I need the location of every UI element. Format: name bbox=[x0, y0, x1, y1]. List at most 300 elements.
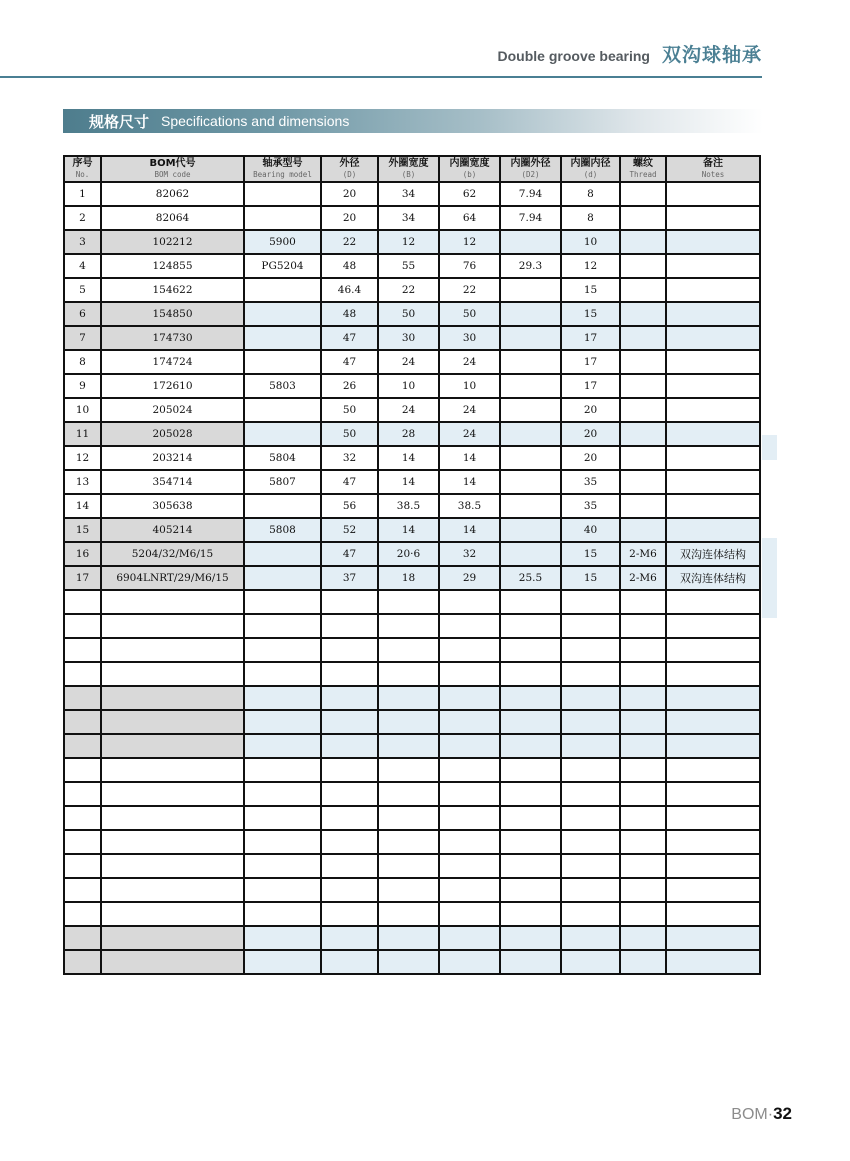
table-row bbox=[64, 590, 760, 614]
table-row bbox=[64, 254, 760, 278]
cell-outer-diameter bbox=[321, 758, 378, 782]
cell-outer-diameter bbox=[321, 686, 378, 710]
cell-notes bbox=[666, 302, 760, 326]
cell-no bbox=[64, 950, 101, 974]
cell-bearing-model: 5900 bbox=[244, 230, 321, 254]
cell-notes: 双沟连体结构 bbox=[666, 542, 760, 566]
shade-extension bbox=[762, 435, 777, 460]
table-row bbox=[64, 710, 760, 734]
cell-notes bbox=[666, 494, 760, 518]
cell-outer-diameter: 48 bbox=[321, 254, 378, 278]
cell-outer-ring-width: 18 bbox=[378, 566, 439, 590]
cell-thread bbox=[620, 950, 666, 974]
cell-thread: 2-M6 bbox=[620, 566, 666, 590]
cell-bom-code bbox=[101, 782, 244, 806]
cell-inner-diameter bbox=[561, 710, 620, 734]
column-header-en: (D) bbox=[342, 170, 357, 179]
cell-bom-code bbox=[101, 926, 244, 950]
cell-inner-ring-width bbox=[439, 734, 500, 758]
cell-bom-code: 305638 bbox=[101, 494, 244, 518]
cell-inner-ring-outer-diameter bbox=[500, 542, 561, 566]
cell-inner-diameter: 15 bbox=[561, 542, 620, 566]
column-header bbox=[666, 156, 760, 182]
section-heading-bar bbox=[63, 109, 763, 133]
cell-inner-ring-outer-diameter bbox=[500, 326, 561, 350]
cell-bearing-model bbox=[244, 542, 321, 566]
specifications-table bbox=[63, 155, 761, 975]
cell-inner-diameter bbox=[561, 806, 620, 830]
footer-label: BOM bbox=[731, 1106, 768, 1123]
cell-outer-ring-width bbox=[378, 926, 439, 950]
cell-notes bbox=[666, 254, 760, 278]
cell-inner-ring-outer-diameter bbox=[500, 374, 561, 398]
cell-inner-ring-width: 29 bbox=[439, 566, 500, 590]
cell-outer-diameter bbox=[321, 662, 378, 686]
cell-notes bbox=[666, 902, 760, 926]
cell-notes bbox=[666, 590, 760, 614]
cell-bearing-model: 5807 bbox=[244, 470, 321, 494]
table-row bbox=[64, 806, 760, 830]
cell-inner-ring-width: 12 bbox=[439, 230, 500, 254]
cell-inner-ring-width bbox=[439, 854, 500, 878]
cell-notes bbox=[666, 806, 760, 830]
cell-bom-code: 205028 bbox=[101, 422, 244, 446]
cell-outer-ring-width bbox=[378, 806, 439, 830]
cell-thread bbox=[620, 494, 666, 518]
cell-outer-ring-width bbox=[378, 686, 439, 710]
cell-thread bbox=[620, 854, 666, 878]
cell-thread bbox=[620, 830, 666, 854]
cell-outer-ring-width bbox=[378, 614, 439, 638]
table-header-row bbox=[64, 156, 760, 182]
cell-outer-diameter: 20 bbox=[321, 182, 378, 206]
cell-no: 10 bbox=[64, 398, 101, 422]
cell-thread bbox=[620, 878, 666, 902]
cell-no bbox=[64, 614, 101, 638]
cell-no: 8 bbox=[64, 350, 101, 374]
cell-bom-code bbox=[101, 638, 244, 662]
cell-inner-ring-outer-diameter bbox=[500, 230, 561, 254]
cell-outer-ring-width bbox=[378, 758, 439, 782]
cell-inner-diameter bbox=[561, 902, 620, 926]
cell-notes bbox=[666, 662, 760, 686]
cell-outer-diameter: 47 bbox=[321, 326, 378, 350]
cell-thread bbox=[620, 734, 666, 758]
cell-thread bbox=[620, 710, 666, 734]
cell-outer-ring-width bbox=[378, 662, 439, 686]
column-header-cn: 轴承型号 bbox=[262, 158, 303, 169]
column-header bbox=[439, 156, 500, 182]
cell-thread bbox=[620, 350, 666, 374]
cell-bearing-model bbox=[244, 350, 321, 374]
cell-outer-diameter: 47 bbox=[321, 542, 378, 566]
cell-outer-ring-width: 38.5 bbox=[378, 494, 439, 518]
header-title-cn: 双沟球轴承 bbox=[661, 44, 762, 66]
cell-inner-diameter: 20 bbox=[561, 446, 620, 470]
cell-outer-ring-width: 24 bbox=[378, 350, 439, 374]
cell-no: 6 bbox=[64, 302, 101, 326]
column-header-cn: 备注 bbox=[703, 158, 723, 169]
cell-notes bbox=[666, 758, 760, 782]
cell-inner-ring-width: 62 bbox=[439, 182, 500, 206]
cell-outer-diameter: 56 bbox=[321, 494, 378, 518]
cell-inner-ring-outer-diameter bbox=[500, 782, 561, 806]
cell-thread bbox=[620, 782, 666, 806]
cell-thread bbox=[620, 446, 666, 470]
cell-no bbox=[64, 902, 101, 926]
cell-inner-ring-outer-diameter: 29.3 bbox=[500, 254, 561, 278]
column-header bbox=[561, 156, 620, 182]
cell-bom-code: 124855 bbox=[101, 254, 244, 278]
cell-bom-code: 5204/32/M6/15 bbox=[101, 542, 244, 566]
table-row bbox=[64, 470, 760, 494]
column-header-en: No. bbox=[75, 170, 90, 179]
cell-inner-diameter: 20 bbox=[561, 398, 620, 422]
cell-bearing-model bbox=[244, 950, 321, 974]
cell-outer-ring-width: 20·6 bbox=[378, 542, 439, 566]
cell-bom-code: 203214 bbox=[101, 446, 244, 470]
cell-inner-ring-outer-diameter bbox=[500, 422, 561, 446]
cell-inner-ring-outer-diameter: 25.5 bbox=[500, 566, 561, 590]
cell-bearing-model bbox=[244, 326, 321, 350]
cell-inner-diameter: 15 bbox=[561, 302, 620, 326]
cell-bearing-model bbox=[244, 878, 321, 902]
cell-bom-code: 154850 bbox=[101, 302, 244, 326]
cell-inner-ring-width: 10 bbox=[439, 374, 500, 398]
cell-inner-ring-outer-diameter bbox=[500, 614, 561, 638]
cell-bom-code: 405214 bbox=[101, 518, 244, 542]
page-number: 32 bbox=[773, 1104, 792, 1123]
cell-inner-diameter: 10 bbox=[561, 230, 620, 254]
cell-notes bbox=[666, 854, 760, 878]
cell-inner-ring-outer-diameter bbox=[500, 494, 561, 518]
cell-notes bbox=[666, 350, 760, 374]
page-footer bbox=[731, 1104, 792, 1124]
cell-inner-ring-outer-diameter bbox=[500, 854, 561, 878]
cell-inner-diameter bbox=[561, 734, 620, 758]
cell-bom-code bbox=[101, 950, 244, 974]
column-header bbox=[101, 156, 244, 182]
cell-notes bbox=[666, 422, 760, 446]
cell-bearing-model bbox=[244, 302, 321, 326]
cell-bom-code: 174730 bbox=[101, 326, 244, 350]
table-row bbox=[64, 614, 760, 638]
cell-bearing-model bbox=[244, 854, 321, 878]
cell-bom-code bbox=[101, 878, 244, 902]
cell-no: 16 bbox=[64, 542, 101, 566]
cell-outer-diameter bbox=[321, 830, 378, 854]
header-divider bbox=[0, 76, 762, 78]
column-header-en: (b) bbox=[462, 170, 477, 179]
cell-bearing-model bbox=[244, 830, 321, 854]
cell-bom-code: 174724 bbox=[101, 350, 244, 374]
cell-thread bbox=[620, 590, 666, 614]
cell-outer-diameter bbox=[321, 638, 378, 662]
cell-no: 5 bbox=[64, 278, 101, 302]
cell-inner-diameter bbox=[561, 926, 620, 950]
cell-bom-code: 82062 bbox=[101, 182, 244, 206]
cell-no: 4 bbox=[64, 254, 101, 278]
cell-bearing-model bbox=[244, 806, 321, 830]
cell-no: 7 bbox=[64, 326, 101, 350]
cell-thread bbox=[620, 422, 666, 446]
cell-thread bbox=[620, 374, 666, 398]
cell-outer-diameter bbox=[321, 950, 378, 974]
cell-no bbox=[64, 806, 101, 830]
cell-outer-diameter: 50 bbox=[321, 398, 378, 422]
cell-inner-ring-outer-diameter: 7.94 bbox=[500, 206, 561, 230]
table-row bbox=[64, 278, 760, 302]
table-row bbox=[64, 638, 760, 662]
cell-bearing-model bbox=[244, 902, 321, 926]
cell-inner-ring-width: 24 bbox=[439, 422, 500, 446]
column-header-cn: 外圈宽度 bbox=[388, 158, 429, 169]
cell-inner-diameter: 17 bbox=[561, 374, 620, 398]
cell-outer-ring-width bbox=[378, 830, 439, 854]
cell-outer-ring-width bbox=[378, 590, 439, 614]
cell-no bbox=[64, 878, 101, 902]
cell-bom-code: 354714 bbox=[101, 470, 244, 494]
cell-thread bbox=[620, 278, 666, 302]
cell-outer-ring-width bbox=[378, 854, 439, 878]
cell-thread bbox=[620, 182, 666, 206]
cell-notes bbox=[666, 374, 760, 398]
cell-outer-ring-width: 28 bbox=[378, 422, 439, 446]
column-header-en: Thread bbox=[629, 170, 657, 179]
cell-thread bbox=[620, 686, 666, 710]
cell-inner-ring-width bbox=[439, 950, 500, 974]
cell-inner-ring-outer-diameter bbox=[500, 950, 561, 974]
cell-inner-ring-width: 14 bbox=[439, 470, 500, 494]
cell-bearing-model bbox=[244, 662, 321, 686]
column-header-cn: BOM代号 bbox=[149, 158, 196, 169]
cell-outer-ring-width: 14 bbox=[378, 446, 439, 470]
cell-inner-ring-width bbox=[439, 782, 500, 806]
cell-no bbox=[64, 758, 101, 782]
cell-inner-diameter bbox=[561, 950, 620, 974]
cell-no: 15 bbox=[64, 518, 101, 542]
cell-notes bbox=[666, 278, 760, 302]
cell-inner-diameter bbox=[561, 758, 620, 782]
cell-thread bbox=[620, 638, 666, 662]
cell-inner-ring-outer-diameter bbox=[500, 638, 561, 662]
cell-inner-ring-width bbox=[439, 638, 500, 662]
cell-notes: 双沟连体结构 bbox=[666, 566, 760, 590]
table-row bbox=[64, 950, 760, 974]
cell-bearing-model bbox=[244, 734, 321, 758]
cell-inner-diameter bbox=[561, 854, 620, 878]
cell-bearing-model bbox=[244, 758, 321, 782]
table-row bbox=[64, 734, 760, 758]
header-title-en: Double groove bearing bbox=[497, 48, 650, 64]
cell-notes bbox=[666, 926, 760, 950]
column-header-cn: 序号 bbox=[72, 158, 93, 169]
cell-bearing-model bbox=[244, 590, 321, 614]
table-row bbox=[64, 542, 760, 566]
cell-inner-ring-outer-diameter bbox=[500, 518, 561, 542]
cell-thread bbox=[620, 254, 666, 278]
cell-thread bbox=[620, 470, 666, 494]
table-row bbox=[64, 902, 760, 926]
cell-no bbox=[64, 638, 101, 662]
cell-inner-diameter: 35 bbox=[561, 470, 620, 494]
table-body bbox=[64, 182, 760, 974]
cell-inner-diameter bbox=[561, 614, 620, 638]
cell-notes bbox=[666, 638, 760, 662]
cell-notes bbox=[666, 326, 760, 350]
cell-inner-diameter: 17 bbox=[561, 326, 620, 350]
table-row bbox=[64, 206, 760, 230]
cell-no bbox=[64, 830, 101, 854]
cell-outer-ring-width bbox=[378, 710, 439, 734]
cell-outer-diameter: 48 bbox=[321, 302, 378, 326]
cell-inner-ring-width bbox=[439, 686, 500, 710]
cell-outer-diameter: 26 bbox=[321, 374, 378, 398]
cell-inner-ring-width bbox=[439, 830, 500, 854]
cell-outer-ring-width bbox=[378, 950, 439, 974]
table-row bbox=[64, 350, 760, 374]
page-header bbox=[498, 40, 762, 67]
cell-notes bbox=[666, 950, 760, 974]
cell-inner-diameter: 35 bbox=[561, 494, 620, 518]
cell-no bbox=[64, 710, 101, 734]
cell-inner-diameter: 12 bbox=[561, 254, 620, 278]
cell-notes bbox=[666, 398, 760, 422]
cell-bom-code bbox=[101, 854, 244, 878]
cell-inner-ring-width: 38.5 bbox=[439, 494, 500, 518]
table-row bbox=[64, 926, 760, 950]
cell-inner-diameter: 15 bbox=[561, 278, 620, 302]
cell-no bbox=[64, 854, 101, 878]
cell-no: 1 bbox=[64, 182, 101, 206]
cell-inner-ring-width bbox=[439, 662, 500, 686]
cell-notes bbox=[666, 182, 760, 206]
cell-inner-ring-width: 14 bbox=[439, 446, 500, 470]
table-row bbox=[64, 758, 760, 782]
cell-inner-ring-width: 50 bbox=[439, 302, 500, 326]
cell-outer-ring-width: 30 bbox=[378, 326, 439, 350]
cell-outer-ring-width: 34 bbox=[378, 182, 439, 206]
cell-thread bbox=[620, 206, 666, 230]
cell-thread bbox=[620, 518, 666, 542]
table-row bbox=[64, 302, 760, 326]
cell-bearing-model bbox=[244, 398, 321, 422]
cell-outer-diameter: 46.4 bbox=[321, 278, 378, 302]
cell-outer-ring-width bbox=[378, 782, 439, 806]
cell-outer-diameter bbox=[321, 806, 378, 830]
cell-bearing-model bbox=[244, 686, 321, 710]
cell-outer-ring-width bbox=[378, 734, 439, 758]
cell-bearing-model bbox=[244, 278, 321, 302]
table-row bbox=[64, 830, 760, 854]
cell-inner-diameter bbox=[561, 878, 620, 902]
cell-inner-ring-outer-diameter bbox=[500, 662, 561, 686]
cell-outer-diameter bbox=[321, 614, 378, 638]
table-row bbox=[64, 566, 760, 590]
cell-notes bbox=[666, 782, 760, 806]
cell-inner-ring-outer-diameter bbox=[500, 278, 561, 302]
cell-inner-ring-width bbox=[439, 614, 500, 638]
cell-inner-ring-width bbox=[439, 878, 500, 902]
cell-bom-code bbox=[101, 614, 244, 638]
cell-inner-diameter bbox=[561, 830, 620, 854]
cell-bearing-model: 5803 bbox=[244, 374, 321, 398]
cell-outer-diameter bbox=[321, 782, 378, 806]
cell-bom-code: 82064 bbox=[101, 206, 244, 230]
table-row bbox=[64, 446, 760, 470]
cell-thread bbox=[620, 398, 666, 422]
cell-outer-ring-width: 12 bbox=[378, 230, 439, 254]
cell-inner-ring-width bbox=[439, 902, 500, 926]
cell-outer-diameter: 47 bbox=[321, 470, 378, 494]
cell-inner-diameter: 17 bbox=[561, 350, 620, 374]
column-header bbox=[64, 156, 101, 182]
cell-inner-diameter: 8 bbox=[561, 206, 620, 230]
cell-bom-code bbox=[101, 758, 244, 782]
specifications-table-wrapper bbox=[63, 155, 761, 975]
cell-no: 11 bbox=[64, 422, 101, 446]
cell-outer-diameter: 37 bbox=[321, 566, 378, 590]
shade-extension bbox=[762, 538, 777, 618]
cell-bom-code bbox=[101, 710, 244, 734]
cell-bom-code bbox=[101, 734, 244, 758]
column-header-cn: 外径 bbox=[339, 158, 360, 169]
cell-thread bbox=[620, 326, 666, 350]
cell-inner-ring-outer-diameter bbox=[500, 902, 561, 926]
cell-thread: 2-M6 bbox=[620, 542, 666, 566]
cell-inner-ring-outer-diameter bbox=[500, 302, 561, 326]
cell-inner-ring-outer-diameter bbox=[500, 734, 561, 758]
column-header-cn: 内圈宽度 bbox=[449, 158, 490, 169]
cell-inner-ring-outer-diameter bbox=[500, 878, 561, 902]
cell-outer-diameter: 50 bbox=[321, 422, 378, 446]
cell-outer-diameter bbox=[321, 902, 378, 926]
table-row bbox=[64, 878, 760, 902]
cell-outer-diameter: 52 bbox=[321, 518, 378, 542]
cell-no bbox=[64, 782, 101, 806]
cell-bom-code bbox=[101, 806, 244, 830]
column-header-cn: 内圈内径 bbox=[570, 158, 611, 169]
cell-bom-code bbox=[101, 662, 244, 686]
cell-inner-ring-width bbox=[439, 590, 500, 614]
cell-outer-diameter bbox=[321, 878, 378, 902]
cell-bearing-model bbox=[244, 206, 321, 230]
cell-outer-diameter bbox=[321, 590, 378, 614]
table-row bbox=[64, 326, 760, 350]
cell-outer-ring-width bbox=[378, 638, 439, 662]
cell-bom-code bbox=[101, 590, 244, 614]
cell-inner-ring-width bbox=[439, 758, 500, 782]
cell-notes bbox=[666, 830, 760, 854]
cell-outer-diameter: 20 bbox=[321, 206, 378, 230]
table-row bbox=[64, 854, 760, 878]
cell-thread bbox=[620, 926, 666, 950]
cell-inner-ring-outer-diameter bbox=[500, 350, 561, 374]
cell-no bbox=[64, 686, 101, 710]
cell-inner-diameter bbox=[561, 686, 620, 710]
cell-inner-diameter bbox=[561, 662, 620, 686]
column-header bbox=[321, 156, 378, 182]
cell-thread bbox=[620, 806, 666, 830]
cell-no: 12 bbox=[64, 446, 101, 470]
cell-inner-ring-outer-diameter bbox=[500, 830, 561, 854]
cell-bearing-model: PG5204 bbox=[244, 254, 321, 278]
cell-outer-ring-width: 55 bbox=[378, 254, 439, 278]
cell-inner-ring-width: 76 bbox=[439, 254, 500, 278]
cell-bom-code: 102212 bbox=[101, 230, 244, 254]
cell-bearing-model bbox=[244, 182, 321, 206]
cell-notes bbox=[666, 734, 760, 758]
